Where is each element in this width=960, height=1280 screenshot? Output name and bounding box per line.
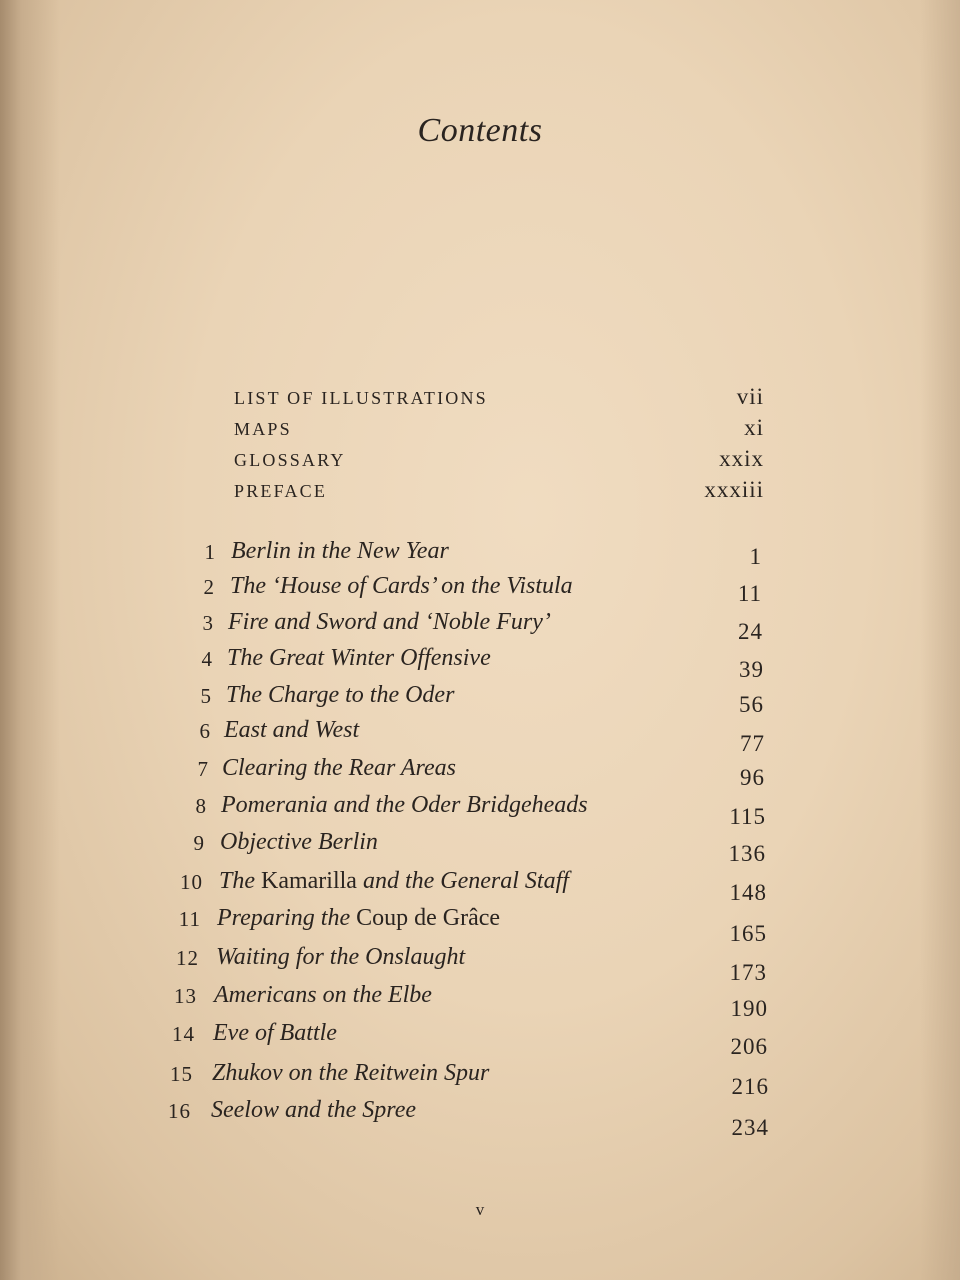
chapter-title	[217, 905, 500, 932]
chapter-page: 148	[729, 880, 767, 905]
front-matter-entry	[234, 446, 764, 476]
chapter-entry	[150, 717, 770, 756]
chapter-entry	[150, 573, 770, 607]
chapter-title: Objective Berlin	[220, 829, 378, 855]
chapter-entry	[150, 1097, 770, 1140]
chapter-number: 7	[197, 757, 209, 781]
front-matter-label: GLOSSARY	[234, 450, 346, 470]
chapter-title: Berlin in the New Year	[231, 538, 449, 564]
chapter-page: 56	[739, 692, 764, 717]
chapter-page: 173	[729, 960, 767, 985]
chapter-page: 24	[738, 619, 763, 644]
front-matter-entry	[234, 384, 764, 414]
chapter-number: 1	[204, 540, 216, 564]
chapter-entry	[150, 829, 770, 866]
chapter-number: 13	[174, 984, 197, 1008]
chapter-page: 96	[740, 765, 765, 790]
chapter-entry	[150, 944, 770, 985]
chapter-title: Seelow and the Spree	[211, 1097, 417, 1123]
chapter-number: 8	[195, 794, 207, 818]
page-folio: v	[475, 1200, 485, 1219]
chapter-title: The Great Winter Offensive	[227, 645, 491, 671]
chapter-page: 165	[729, 921, 767, 946]
chapter-page: 216	[731, 1074, 769, 1099]
chapter-number: 9	[193, 831, 205, 855]
chapter-entry	[150, 645, 770, 682]
chapter-title: Fire and Sword and ‘Noble Fury’	[228, 609, 551, 635]
chapter-title: The ‘House of Cards’ on the Vistula	[230, 573, 573, 599]
chapter-page: 11	[737, 581, 762, 606]
page-edge-shadow	[920, 0, 960, 1280]
chapter-page: 190	[730, 996, 768, 1021]
chapter-entry	[150, 868, 770, 905]
chapter-entry	[150, 755, 770, 789]
page-gutter-shadow	[0, 0, 60, 1280]
chapter-entry	[150, 905, 770, 946]
chapter-entry	[150, 682, 770, 716]
chapter-number: 2	[203, 575, 215, 599]
chapter-entry	[150, 538, 770, 572]
front-matter-label: PREFACE	[234, 481, 328, 501]
chapter-page: 39	[739, 657, 764, 682]
chapter-number: 14	[172, 1022, 195, 1046]
chapter-entry	[150, 792, 770, 829]
chapter-number: 4	[201, 647, 213, 671]
chapter-title: The Charge to the Oder	[226, 682, 455, 708]
chapter-title-roman: Coup de Grâce	[356, 905, 501, 931]
chapter-entry	[150, 609, 770, 643]
chapter-entry	[150, 1020, 770, 1059]
chapter-page: 115	[729, 804, 766, 829]
chapter-number: 5	[200, 684, 212, 708]
front-matter-label: MAPS	[234, 419, 292, 439]
chapter-number: 16	[168, 1099, 191, 1123]
chapter-title	[219, 868, 569, 895]
front-matter-label: LIST OF ILLUSTRATIONS	[234, 388, 488, 408]
chapter-page: 206	[730, 1034, 768, 1059]
chapter-title: Zhukov on the Reitwein Spur	[212, 1060, 490, 1086]
front-matter-page: vii	[736, 384, 764, 409]
chapter-title: East and West	[224, 717, 360, 743]
front-matter-entry	[234, 477, 764, 507]
front-matter-page: xxxiii	[704, 477, 764, 502]
page-title: Contents	[417, 112, 543, 149]
chapter-title-part: Preparing the	[217, 905, 357, 931]
front-matter-entry	[234, 415, 764, 445]
chapter-number: 10	[180, 870, 203, 894]
chapter-title: Pomerania and the Oder Bridgeheads	[221, 792, 588, 818]
chapter-entry	[150, 982, 770, 1021]
chapter-title-part: The	[219, 868, 261, 894]
chapter-number: 3	[202, 611, 214, 635]
chapter-title: Clearing the Rear Areas	[222, 755, 456, 781]
chapter-title: Americans on the Elbe	[214, 982, 432, 1008]
chapter-number: 12	[176, 946, 199, 970]
chapter-title: Eve of Battle	[213, 1020, 337, 1046]
front-matter-page: xxix	[719, 446, 764, 471]
chapter-number: 15	[170, 1062, 193, 1086]
chapter-title: Waiting for the Onslaught	[216, 944, 466, 970]
chapter-number: 6	[199, 719, 211, 743]
chapter-number: 11	[178, 907, 201, 931]
front-matter-page: xi	[744, 415, 764, 440]
chapter-page: 136	[728, 841, 766, 866]
chapter-page: 77	[740, 731, 765, 756]
chapter-title-roman: Kamarilla	[261, 868, 357, 894]
chapter-title-part: and the General Staff	[356, 868, 569, 894]
chapter-page: 234	[731, 1115, 769, 1140]
chapter-page: 1	[749, 544, 762, 569]
chapter-entry	[150, 1060, 770, 1099]
